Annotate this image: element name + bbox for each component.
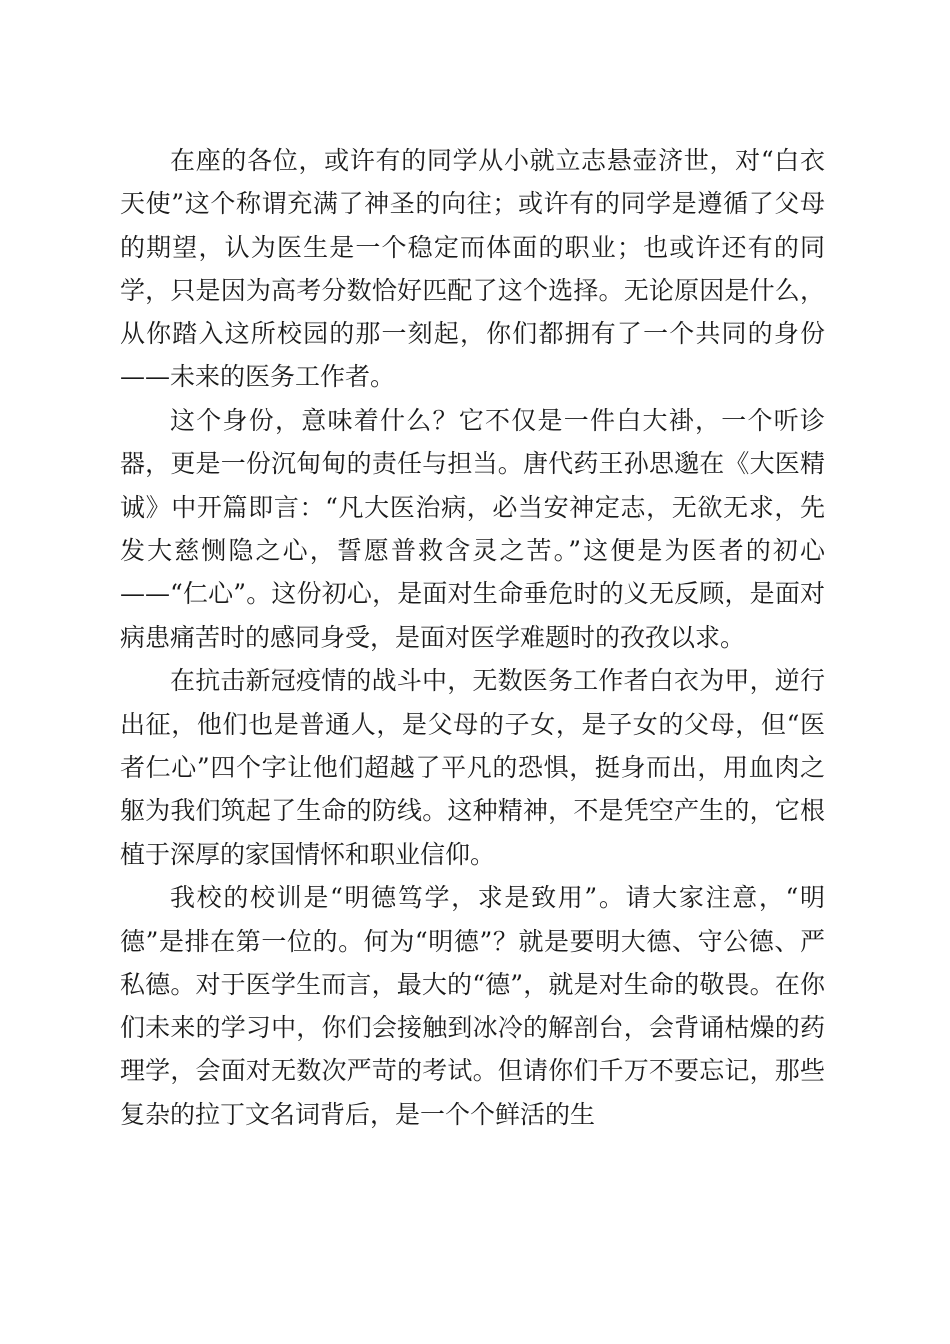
paragraph-2: 这个身份，意味着什么？它不仅是一件白大褂，一个听诊器，更是一份沉甸甸的责任与担当。唐代药王孙思邈在《大医精诚》中开篇即言：“凡大医治病，必当安神定志，无欲无求，先发大慈恻隐之心，誓愿普救含灵之苦。”这便是为医者的初心——“仁心”。这份初心，是面对生命垂危时的义无反顾，是面对病患痛苦时的感同身受，是面对医学难题时的孜孜以求。 (120, 406, 825, 652)
paragraph-3: 在抗击新冠疫情的战斗中，无数医务工作者白衣为甲，逆行出征，他们也是普通人，是父母的子女，是子女的父母，但“医者仁心”四个字让他们超越了平凡的恐惧，挺身而出，用血肉之躯为我们筑起了生命的防线。这种精神，不是凭空产生的，它根植于深厚的家国情怀和职业信仰。 (120, 666, 825, 869)
paragraph-4: 我校的校训是“明德笃学，求是致用”。请大家注意，“明德”是排在第一位的。何为“明德”？就是要明大德、守公德、严私德。对于医学生而言，最大的“德”，就是对生命的敬畏。在你们未来的学习中，你们会接触到冰冷的解剖台，会背诵枯燥的药理学，会面对无数次严苛的考试。但请你们千万不要忘记，那些复杂的拉丁文名词背后，是一个个鲜活的生 (120, 883, 825, 1129)
document-body (120, 139, 825, 1136)
paragraph-1: 在座的各位，或许有的同学从小就立志悬壶济世，对“白衣天使”这个称谓充满了神圣的向往；或许有的同学是遵循了父母的期望，认为医生是一个稳定而体面的职业；也或许还有的同学，只是因为高考分数恰好匹配了这个选择。无论原因是什么，从你踏入这所校园的那一刻起，你们都拥有了一个共同的身份——未来的医务工作者。 (120, 146, 825, 392)
